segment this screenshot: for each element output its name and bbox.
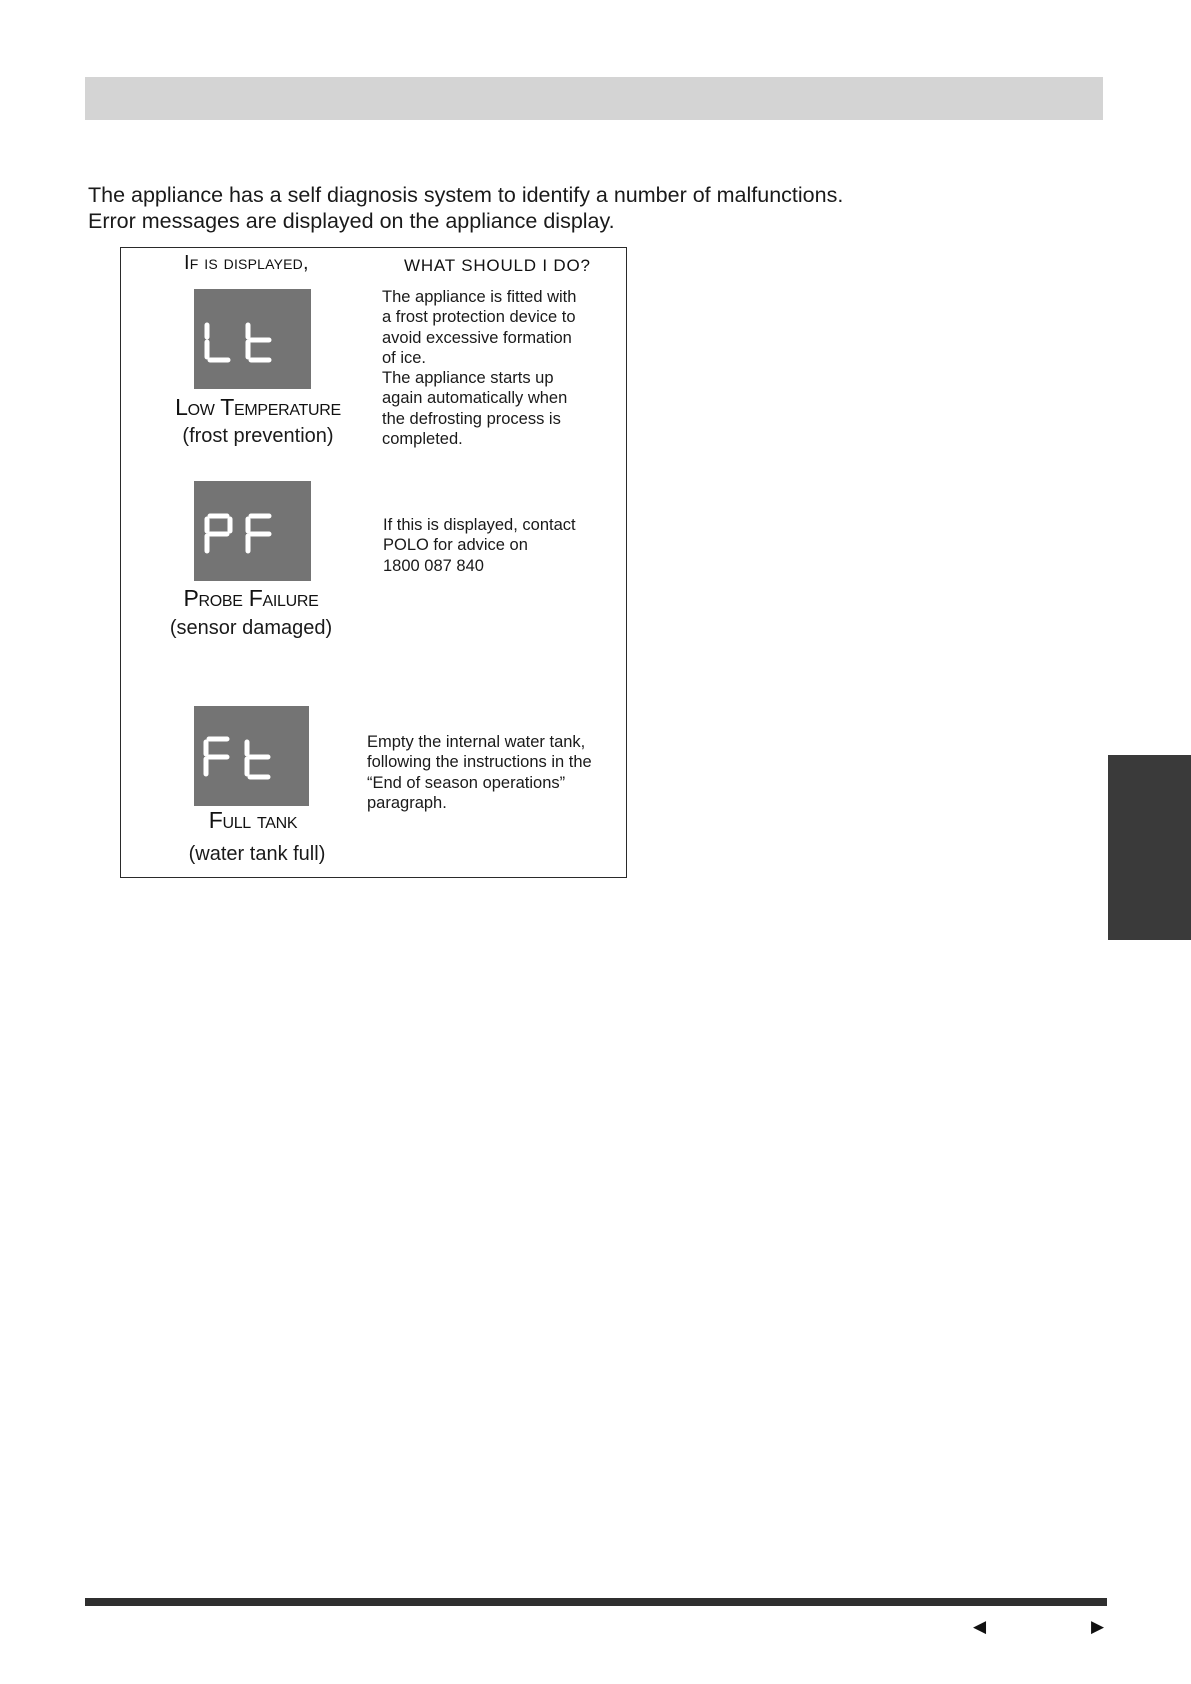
next-page-arrow-icon[interactable]: ▶ (1091, 1617, 1105, 1636)
error-name: Full tank (208, 807, 298, 833)
intro-line-2: Error messages are displayed on the appliance display. (88, 209, 615, 233)
segment-display-icon (194, 706, 309, 806)
intro-line-1: The appliance has a self diagnosis system to identify a number of malfunctions. (88, 183, 844, 207)
previous-page-arrow-icon[interactable]: ◀ (973, 1617, 987, 1636)
error-name: Probe Failure (183, 585, 319, 611)
advice-text: The appliance is fitted with a frost protection device to avoid excessive formation of ice. The appliance starts up again automatically when the defrosting process is completed. (382, 288, 577, 449)
error-name: Low Temperature (175, 394, 341, 420)
intro-text (88, 182, 988, 234)
column-header-displayed: If is displayed, (184, 252, 309, 274)
display-pf (194, 481, 311, 581)
segment-display-icon (194, 481, 311, 581)
error-description: (water tank full) (188, 843, 326, 865)
side-tab (1108, 755, 1191, 940)
segment-display-icon (194, 289, 311, 389)
footer-rule (85, 1598, 1107, 1606)
error-description: (sensor damaged) (169, 617, 333, 639)
column-header-what-to-do: WHAT SHOULD I DO? (404, 256, 591, 275)
advice-text: Empty the internal water tank, following the instructions in the “End of season operations” paragraph. (367, 733, 592, 812)
header-bar (85, 77, 1103, 120)
display-lt (194, 289, 311, 389)
display-ft (194, 706, 309, 806)
error-description: (frost prevention) (182, 425, 334, 447)
advice-text: If this is displayed, contact POLO for advice on 1800 087 840 (383, 516, 576, 575)
